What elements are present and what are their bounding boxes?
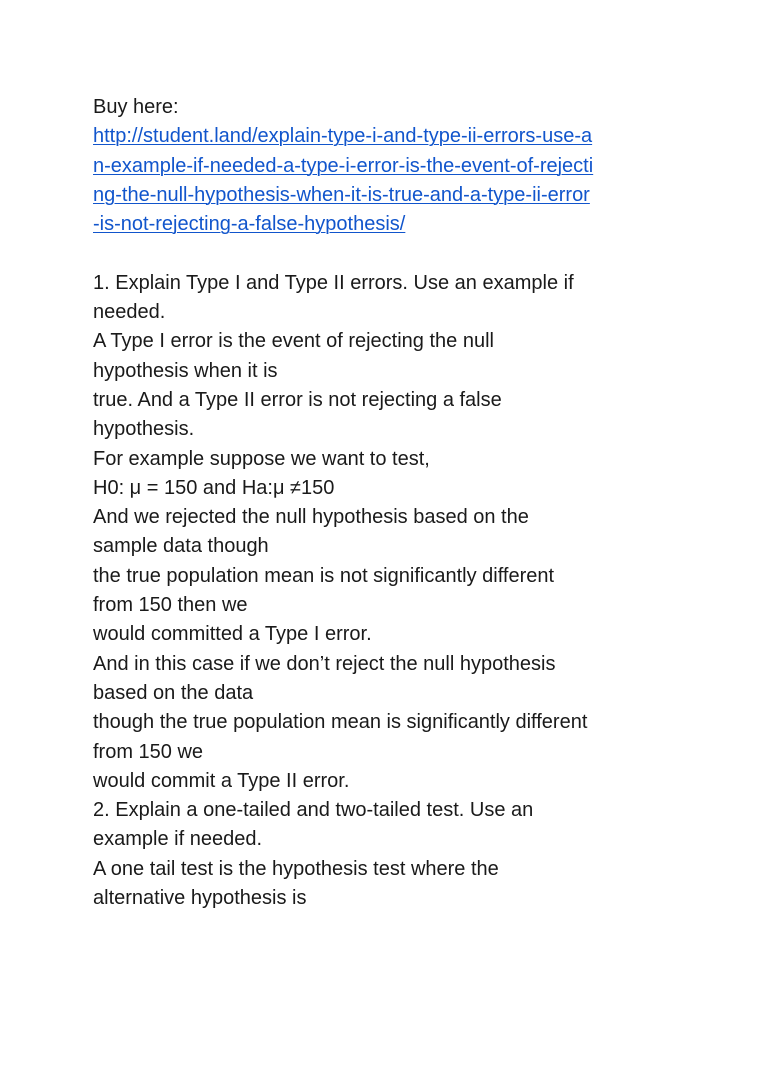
example-line: sample data though (93, 535, 269, 558)
question-2-line: example if needed. (93, 828, 263, 851)
purchase-link-line: n-example-if-needed-a-type-i-error-is-the-event-of-rejecti (93, 154, 594, 177)
purchase-link-line: http://student.land/explain-type-i-and-type-ii-errors-use-a (93, 125, 593, 148)
answer-2-line: alternative hypothesis is (93, 887, 307, 910)
document-content (93, 93, 693, 913)
question-1-line: needed. (93, 301, 166, 324)
answer-1-line: hypothesis when it is (93, 359, 278, 382)
example-line: For example suppose we want to test, (93, 447, 430, 470)
example-line: And in this case if we don’t reject the null hypothesis (93, 652, 556, 675)
buy-here-label: Buy here: (93, 96, 179, 118)
example-line: from 150 we (93, 740, 204, 763)
answer-2-line: A one tail test is the hypothesis test where the (93, 857, 499, 880)
paragraph-spacer (93, 239, 693, 268)
purchase-link-line: ng-the-null-hypothesis-when-it-is-true-and-a-type-ii-error (93, 183, 590, 206)
answer-1-line: A Type I error is the event of rejecting the null (93, 330, 494, 353)
example-line: would commit a Type II error. (93, 769, 350, 792)
question-2-line: 2. Explain a one-tailed and two-tailed test. Use an (93, 799, 534, 822)
answer-1-line: hypothesis. (93, 418, 195, 441)
example-line: And we rejected the null hypothesis based on the (93, 506, 529, 529)
answer-1-line: true. And a Type II error is not rejecting a false (93, 388, 502, 411)
example-line: though the true population mean is significantly different (93, 711, 588, 734)
purchase-link[interactable] (93, 122, 693, 239)
hypothesis-equation: H0: μ = 150 and Ha:μ ≠150 (93, 476, 335, 499)
example-line: from 150 then we (93, 594, 248, 617)
example-line: the true population mean is not significantly different (93, 564, 555, 587)
example-line: based on the data (93, 681, 254, 704)
question-1-line: 1. Explain Type I and Type II errors. Use an example if (93, 271, 574, 294)
purchase-link-line: -is-not-rejecting-a-false-hypothesis/ (93, 213, 406, 236)
example-line: would committed a Type I error. (93, 623, 372, 646)
